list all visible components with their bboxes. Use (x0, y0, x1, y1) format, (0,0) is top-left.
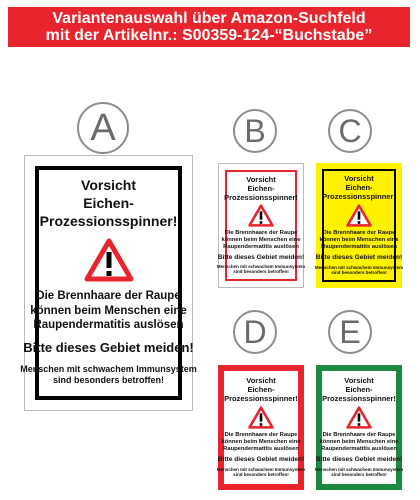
sign-body-line-3: Raupendermatitis auslösen (321, 446, 397, 453)
sign-note-line-2: sind besonders betroffen! (233, 269, 289, 275)
sign-variant-c (316, 163, 402, 288)
sign-note-line-1: Menschen mit schwachem Immunsystem (314, 466, 404, 472)
variant-a-label: A (77, 102, 129, 154)
sign-body-line-1: Die Brennhaare der Raupe (36, 290, 181, 303)
sign-body-line-2: können beim Menschen eine (221, 438, 301, 445)
warning-triangle-icon (84, 238, 134, 282)
sign-title-line-1: Vorsicht (246, 376, 276, 385)
sign-title-line-1: Vorsicht (81, 177, 136, 193)
sign-appeal: Bitte dieses Gebiet meiden! (315, 456, 403, 464)
sign-appeal: Bitte dieses Gebiet meiden! (217, 456, 305, 464)
sign-title-line-2: Eichen- (345, 385, 373, 394)
sign-title-line-1: Vorsicht (246, 175, 276, 184)
sign-title-line-3: Prozessionsspinner! (224, 193, 298, 202)
sign-variant-d (218, 365, 304, 490)
sign-body-line-1: Die Brennhaare der Raupe (322, 431, 396, 438)
sign-title-line-2: Eichen- (247, 385, 275, 394)
sign-note-line-1: Menschen mit schwachem Immunsystem (314, 264, 404, 270)
sign-body-line-2: können beim Menschen eine (30, 304, 187, 317)
sign-appeal: Bitte dieses Gebiet meiden! (23, 340, 194, 356)
banner-line-2: mit der Artikelnr.: S00359-124-“Buchstabe” (45, 27, 373, 44)
sign-title-line-1: Vorsicht (344, 376, 374, 385)
sign-body-line-2: können beim Menschen eine (319, 438, 399, 445)
sign-body-line-3: Raupendermatitis auslösen (223, 446, 299, 453)
variant-c-label: C (328, 109, 372, 153)
sign-title-line-2: Eichen- (83, 195, 134, 211)
sign-frame (314, 371, 404, 484)
sign-title-line-1: Vorsicht (344, 174, 374, 183)
sign-title-line-2: Eichen- (345, 183, 373, 192)
banner-line-1: Variantenauswahl über Amazon-Suchfeld (52, 10, 366, 27)
sign-body-line-3: Raupendermatitis auslösen (33, 319, 184, 332)
variant-b-label: B (233, 109, 277, 153)
sign-note-line-1: Menschen mit schwachem Immunsystem (20, 364, 197, 374)
sign-note-line-2: sind besonders betroffen! (331, 270, 387, 276)
sign-body-line-2: können beim Menschen eine (319, 236, 399, 243)
variant-d-label: D (233, 310, 277, 354)
sign-variant-b (218, 163, 304, 288)
sign-note-line-1: Menschen mit schwachem Immunsystem (216, 466, 306, 472)
sign-note-line-2: sind besonders betroffen! (331, 472, 387, 478)
sign-appeal: Bitte dieses Gebiet meiden! (217, 253, 305, 261)
sign-title-line-3: Prozessionsspinner! (224, 394, 298, 403)
sign-title-line-3: Prozessionsspinner! (322, 192, 396, 201)
warning-triangle-icon (346, 406, 372, 429)
sign-note-line-1: Menschen mit schwachem Immunsystem (216, 263, 306, 269)
variant-e-label: E (328, 310, 372, 354)
sign-frame (216, 170, 306, 281)
sign-body-line-1: Die Brennhaare der Raupe (224, 229, 298, 236)
sign-title-line-3: Prozessionsspinner! (39, 213, 178, 229)
sign-title-line-3: Prozessionsspinner! (322, 394, 396, 403)
sign-body-line-1: Die Brennhaare der Raupe (224, 431, 298, 438)
sign-frame (314, 169, 404, 282)
warning-triangle-icon (346, 204, 372, 227)
sign-note-line-2: sind besonders betroffen! (233, 472, 289, 478)
sign-body-line-3: Raupendermatitis auslösen (321, 244, 397, 251)
sign-title-line-2: Eichen- (247, 184, 275, 193)
warning-triangle-icon (248, 406, 274, 429)
sign-body-line-2: können beim Menschen eine (221, 236, 301, 243)
variant-selection-banner (8, 7, 410, 47)
sign-frame (20, 166, 197, 400)
sign-appeal: Bitte dieses Gebiet meiden! (315, 254, 403, 262)
sign-body-line-3: Raupendermatitis auslösen (223, 244, 299, 251)
sign-body-line-1: Die Brennhaare der Raupe (322, 229, 396, 236)
sign-frame (216, 371, 306, 484)
warning-triangle-icon (248, 204, 274, 227)
sign-variant-e (316, 365, 402, 490)
sign-note-line-2: sind besonders betroffen! (52, 375, 164, 385)
sign-variant-a (20, 155, 197, 411)
